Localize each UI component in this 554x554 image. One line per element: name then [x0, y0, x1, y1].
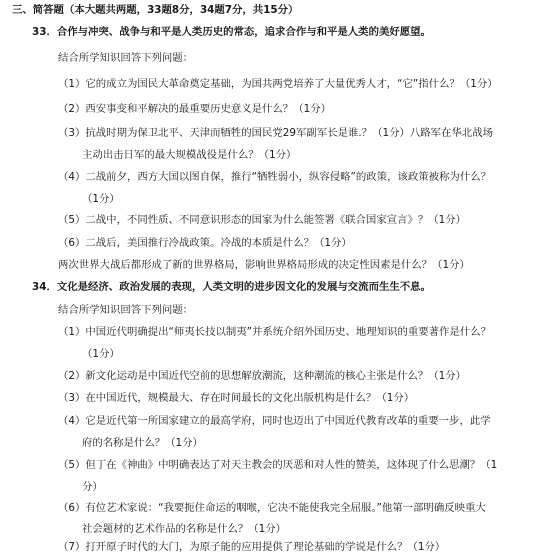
question-34-item-continued: 府的名称是什么？（1分）: [82, 437, 203, 449]
question-34-instruction: 结合所学知识回答下列问题：: [58, 304, 194, 316]
question-33-item: （4）二战前夕，西方大国以图自保，推行“牺牲弱小，纵容侵略”的政策，该政策被称为什么？: [58, 171, 491, 183]
question-34-item: （7）打开原子时代的大门，为原子能的应用提供了理论基础的学说是什么？（1分）: [58, 541, 446, 553]
question-33-item: （2）西安事变和平解决的最重要历史意义是什么？（1分）: [58, 103, 331, 115]
question-34-item-continued: 分）: [82, 481, 103, 493]
question-33-item-continued: （1分）: [82, 193, 120, 205]
question-33-item-continued: 主动出击日军的最大规模战役是什么？（1分）: [82, 149, 297, 161]
question-34-item: （1）中国近代明确提出“师夷长技以制夷”并系统介绍外国历史、地理知识的重要著作是什么？: [58, 326, 491, 338]
question-33-item: （1）它的成立为国民大革命奠定基础，为国共两党培养了大量优秀人才，“它”指什么？（1分）: [58, 78, 498, 90]
question-33-item: （6）二战后，美国推行冷战政策。冷战的本质是什么？（1分）: [58, 237, 352, 249]
question-34-item: （4）它是近代第一所国家建立的最高学府，同时也迈出了中国近代教育改革的重要一步，此学: [58, 415, 491, 427]
question-33-item: （5）二战中，不同性质、不同意识形态的国家为什么能签署《联合国家宣言》？（1分）: [58, 214, 467, 226]
question-34-title: 34．文化是经济、政治发展的表现，人类文明的进步因文化的发展与交流而生生不息。: [32, 281, 431, 293]
question-33-item: 两次世界大战后都形成了新的世界格局，影响世界格局形成的决定性因素是什么？（1分）: [58, 259, 470, 271]
question-33-instruction: 结合所学知识回答下列问题：: [58, 52, 194, 64]
question-33-item: （3）抗战时期为保卫北平、天津而牺牲的国民党29军副军长是谁.？（1分）八路军在华北战场: [58, 127, 493, 139]
question-34-item: （5）但丁在《神曲》中明确表达了对天主教会的厌恶和对人性的赞美，这体现了什么思潮？（1: [58, 459, 498, 471]
question-34-item: （6）有位艺术家说：“我要扼住命运的咽喉，它决不能使我完全屈服。”他第一部明确反映重大: [58, 502, 486, 514]
question-33-title: 33．合作与冲突、战争与和平是人类历史的常态，追求合作与和平是人类的美好愿望。: [32, 26, 431, 38]
question-34-item-continued: 社会题材的艺术作品的名称是什么？（1分）: [82, 523, 287, 535]
question-34-item: （2）新文化运动是中国近代空前的思想解放潮流，这种潮流的核心主张是什么？（1分）: [58, 370, 467, 382]
question-34-item-continued: （1分）: [82, 348, 120, 360]
section-header: 三、简答题（本大题共两题，33题8分，34题7分，共15分）: [12, 4, 299, 16]
question-34-item: （3）在中国近代，规模最大、存在时间最长的文化出版机构是什么？（1分）: [58, 392, 415, 404]
